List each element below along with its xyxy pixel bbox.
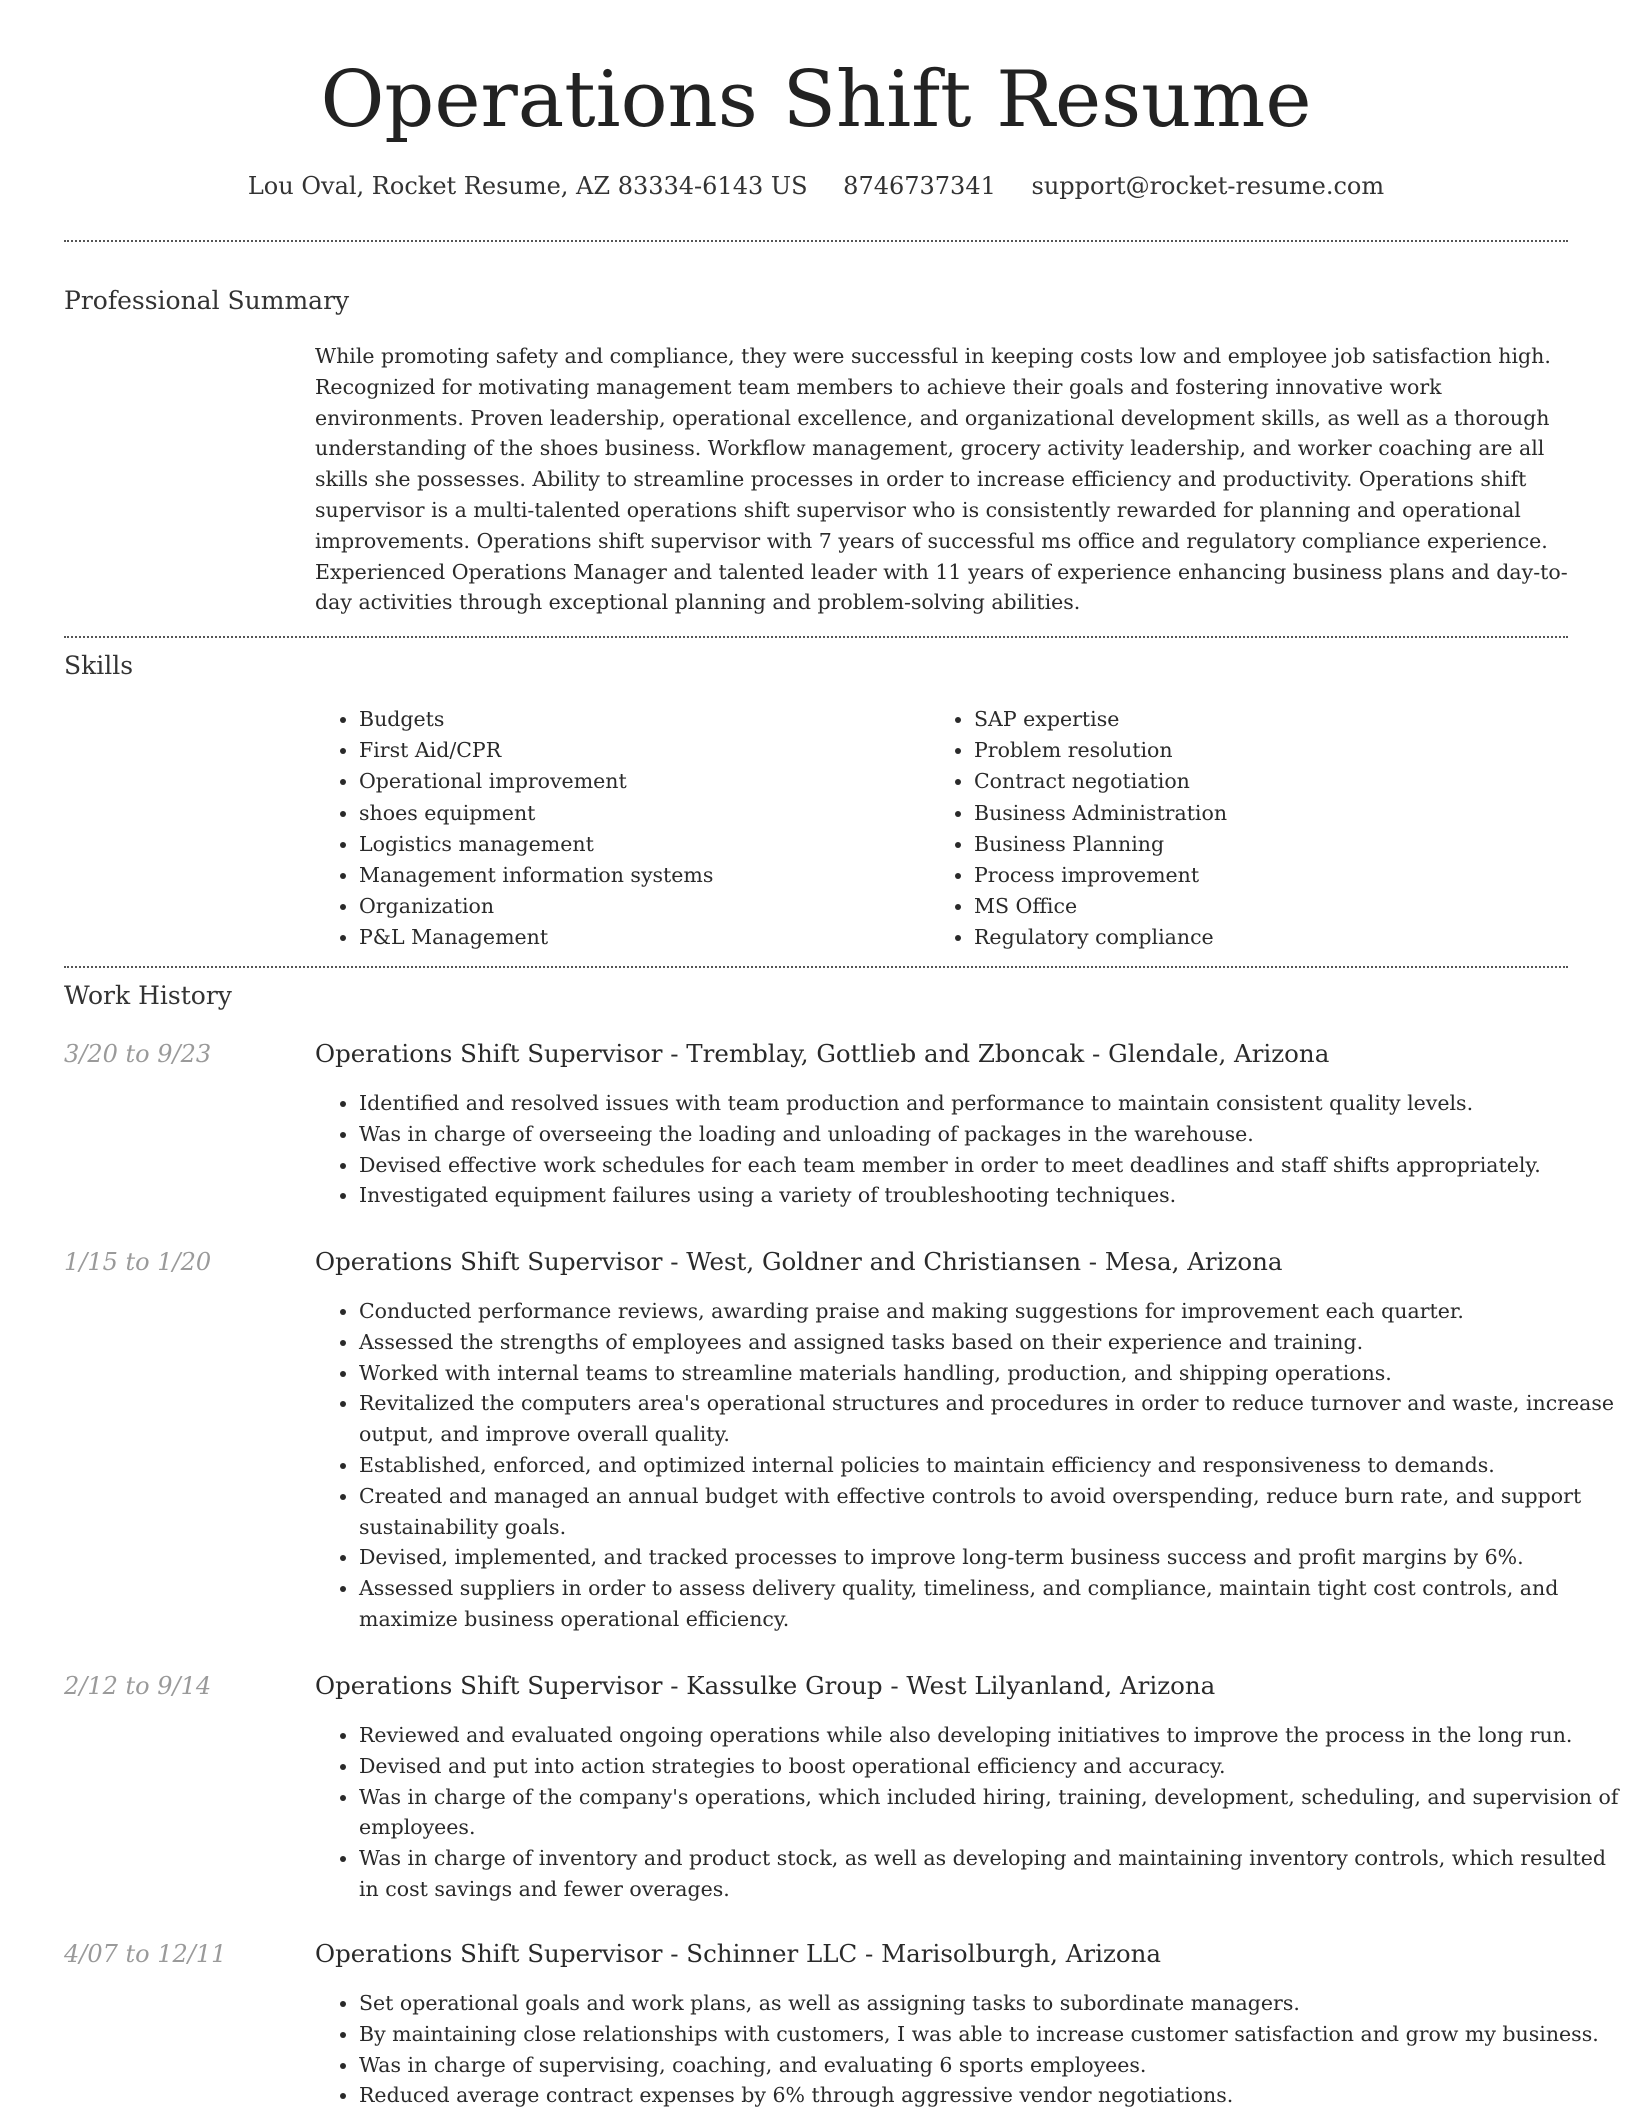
job-bullet: • Established, enforced, and optimized internal policies to maintain efficiency and responsiveness to demands. — [359, 1450, 1619, 1481]
skill-item: • Operational improvement — [359, 766, 713, 797]
section-divider — [64, 240, 1568, 242]
job-dates: 4/07 to 12/11 — [64, 1940, 227, 1968]
job-bullet: • By maintaining close relationships with customers, I was able to increase customer satisfaction and grow my business. — [359, 2019, 1619, 2050]
skill-item: • Contract negotiation — [974, 766, 1227, 797]
job-bullet: • Set operational goals and work plans, as well as assigning tasks to subordinate managers. — [359, 1988, 1619, 2019]
job-bullet: • Revitalized the computers area's operational structures and procedures in order to reduce turnover and waste, increase output, and improve overall quality. — [359, 1388, 1619, 1450]
job-bullet: • Identified and resolved issues with team production and performance to maintain consistent quality levels. — [359, 1088, 1619, 1119]
skill-item: • SAP expertise — [974, 704, 1227, 735]
job-bullet: • Devised effective work schedules for each team member in order to meet deadlines and staff shifts appropriately. — [359, 1150, 1619, 1181]
job-bullet-list — [315, 1720, 1619, 1905]
skill-item: • Regulatory compliance — [974, 922, 1227, 953]
skill-item: • MS Office — [974, 891, 1227, 922]
work-history-heading: Work History — [64, 981, 232, 1010]
skills-list-right — [930, 704, 1227, 954]
job-dates: 3/20 to 9/23 — [64, 1040, 212, 1068]
section-divider — [64, 966, 1568, 968]
resume-title: Operations Shift Resume — [320, 55, 1312, 145]
skills-heading: Skills — [64, 651, 134, 680]
contact-line — [0, 170, 1632, 202]
job-bullet: • Devised, implemented, and tracked processes to improve long-term business success and profit margins by 6%. — [359, 1542, 1619, 1573]
job-bullet: • Worked with internal teams to streamline materials handling, production, and shipping operations. — [359, 1358, 1619, 1389]
section-divider — [64, 636, 1568, 638]
skill-item: • Budgets — [359, 704, 713, 735]
job-bullet-list — [315, 1988, 1619, 2111]
job-bullet: • Investigated equipment failures using a variety of troubleshooting techniques. — [359, 1180, 1619, 1211]
skill-item: • Management information systems — [359, 860, 713, 891]
job-bullet-list — [315, 1296, 1619, 1635]
skill-item: • Process improvement — [974, 860, 1227, 891]
skill-item: • First Aid/CPR — [359, 735, 713, 766]
contact-address: Lou Oval, Rocket Resume, AZ 83334-6143 US — [247, 172, 808, 200]
job-bullet-list — [315, 1088, 1619, 1211]
skill-item: • Logistics management — [359, 829, 713, 860]
skill-item: • shoes equipment — [359, 798, 713, 829]
contact-phone: 8746737341 — [843, 172, 996, 200]
job-bullet: • Reduced average contract expenses by 6% through aggressive vendor negotiations. — [359, 2080, 1619, 2111]
summary-text: While promoting safety and compliance, they were successful in keeping costs low and employee job satisfaction high. Recognized for motivating management team members to achieve their goals and fostering innovative work environments. Proven leadership, operational excellence, and organizational development skills, as well as a thorough understanding of the shoes business. Workflow management, grocery activity leadership, and worker coaching are all skills she possesses. Ability to streamline processes in order to increase efficiency and productivity. Operations shift supervisor is a multi-talented operations shift supervisor who is consistently rewarded for planning and operational improvements. Operations shift supervisor with 7 years of successful ms office and regulatory compliance experience. Experienced Operations Manager and talented leader with 11 years of experience enhancing business plans and day-to-day activities through exceptional planning and problem-solving abilities. — [315, 344, 1568, 615]
job-bullet: • Was in charge of supervising, coaching, and evaluating 6 sports employees. — [359, 2050, 1619, 2081]
job-title: Operations Shift Supervisor - Tremblay, Gottlieb and Zboncak - Glendale, Arizona — [315, 1039, 1330, 1068]
job-bullet: • Conducted performance reviews, awarding praise and making suggestions for improvement each quarter. — [359, 1296, 1619, 1327]
job-dates: 1/15 to 1/20 — [64, 1248, 212, 1276]
job-bullet: • Was in charge of inventory and product stock, as well as developing and maintaining inventory controls, which resulted in cost savings and fewer overages. — [359, 1843, 1619, 1905]
skill-item: • Organization — [359, 891, 713, 922]
job-dates: 2/12 to 9/14 — [64, 1672, 212, 1700]
summary-heading: Professional Summary — [64, 286, 350, 315]
job-bullet: • Created and managed an annual budget with effective controls to avoid overspending, reduce burn rate, and support sustainability goals. — [359, 1481, 1619, 1543]
job-title: Operations Shift Supervisor - Kassulke Group - West Lilyanland, Arizona — [315, 1671, 1216, 1700]
job-bullet: • Was in charge of overseeing the loading and unloading of packages in the warehouse. — [359, 1119, 1619, 1150]
job-title: Operations Shift Supervisor - West, Goldner and Christiansen - Mesa, Arizona — [315, 1247, 1283, 1276]
skills-list-left — [315, 704, 713, 954]
job-bullet: • Devised and put into action strategies to boost operational efficiency and accuracy. — [359, 1751, 1619, 1782]
job-bullet: • Assessed suppliers in order to assess delivery quality, timeliness, and compliance, maintain tight cost controls, and maximize business operational efficiency. — [359, 1573, 1619, 1635]
contact-email: support@rocket-resume.com — [1031, 172, 1385, 200]
job-bullet: • Reviewed and evaluated ongoing operations while also developing initiatives to improve the process in the long run. — [359, 1720, 1619, 1751]
skill-item: • Business Administration — [974, 798, 1227, 829]
job-title: Operations Shift Supervisor - Schinner LLC - Marisolburgh, Arizona — [315, 1939, 1161, 1968]
skill-item: • Problem resolution — [974, 735, 1227, 766]
job-bullet: • Assessed the strengths of employees and assigned tasks based on their experience and training. — [359, 1327, 1619, 1358]
skill-item: • P&L Management — [359, 922, 713, 953]
skill-item: • Business Planning — [974, 829, 1227, 860]
job-bullet: • Was in charge of the company's operations, which included hiring, training, development, scheduling, and supervision of employees. — [359, 1782, 1619, 1844]
